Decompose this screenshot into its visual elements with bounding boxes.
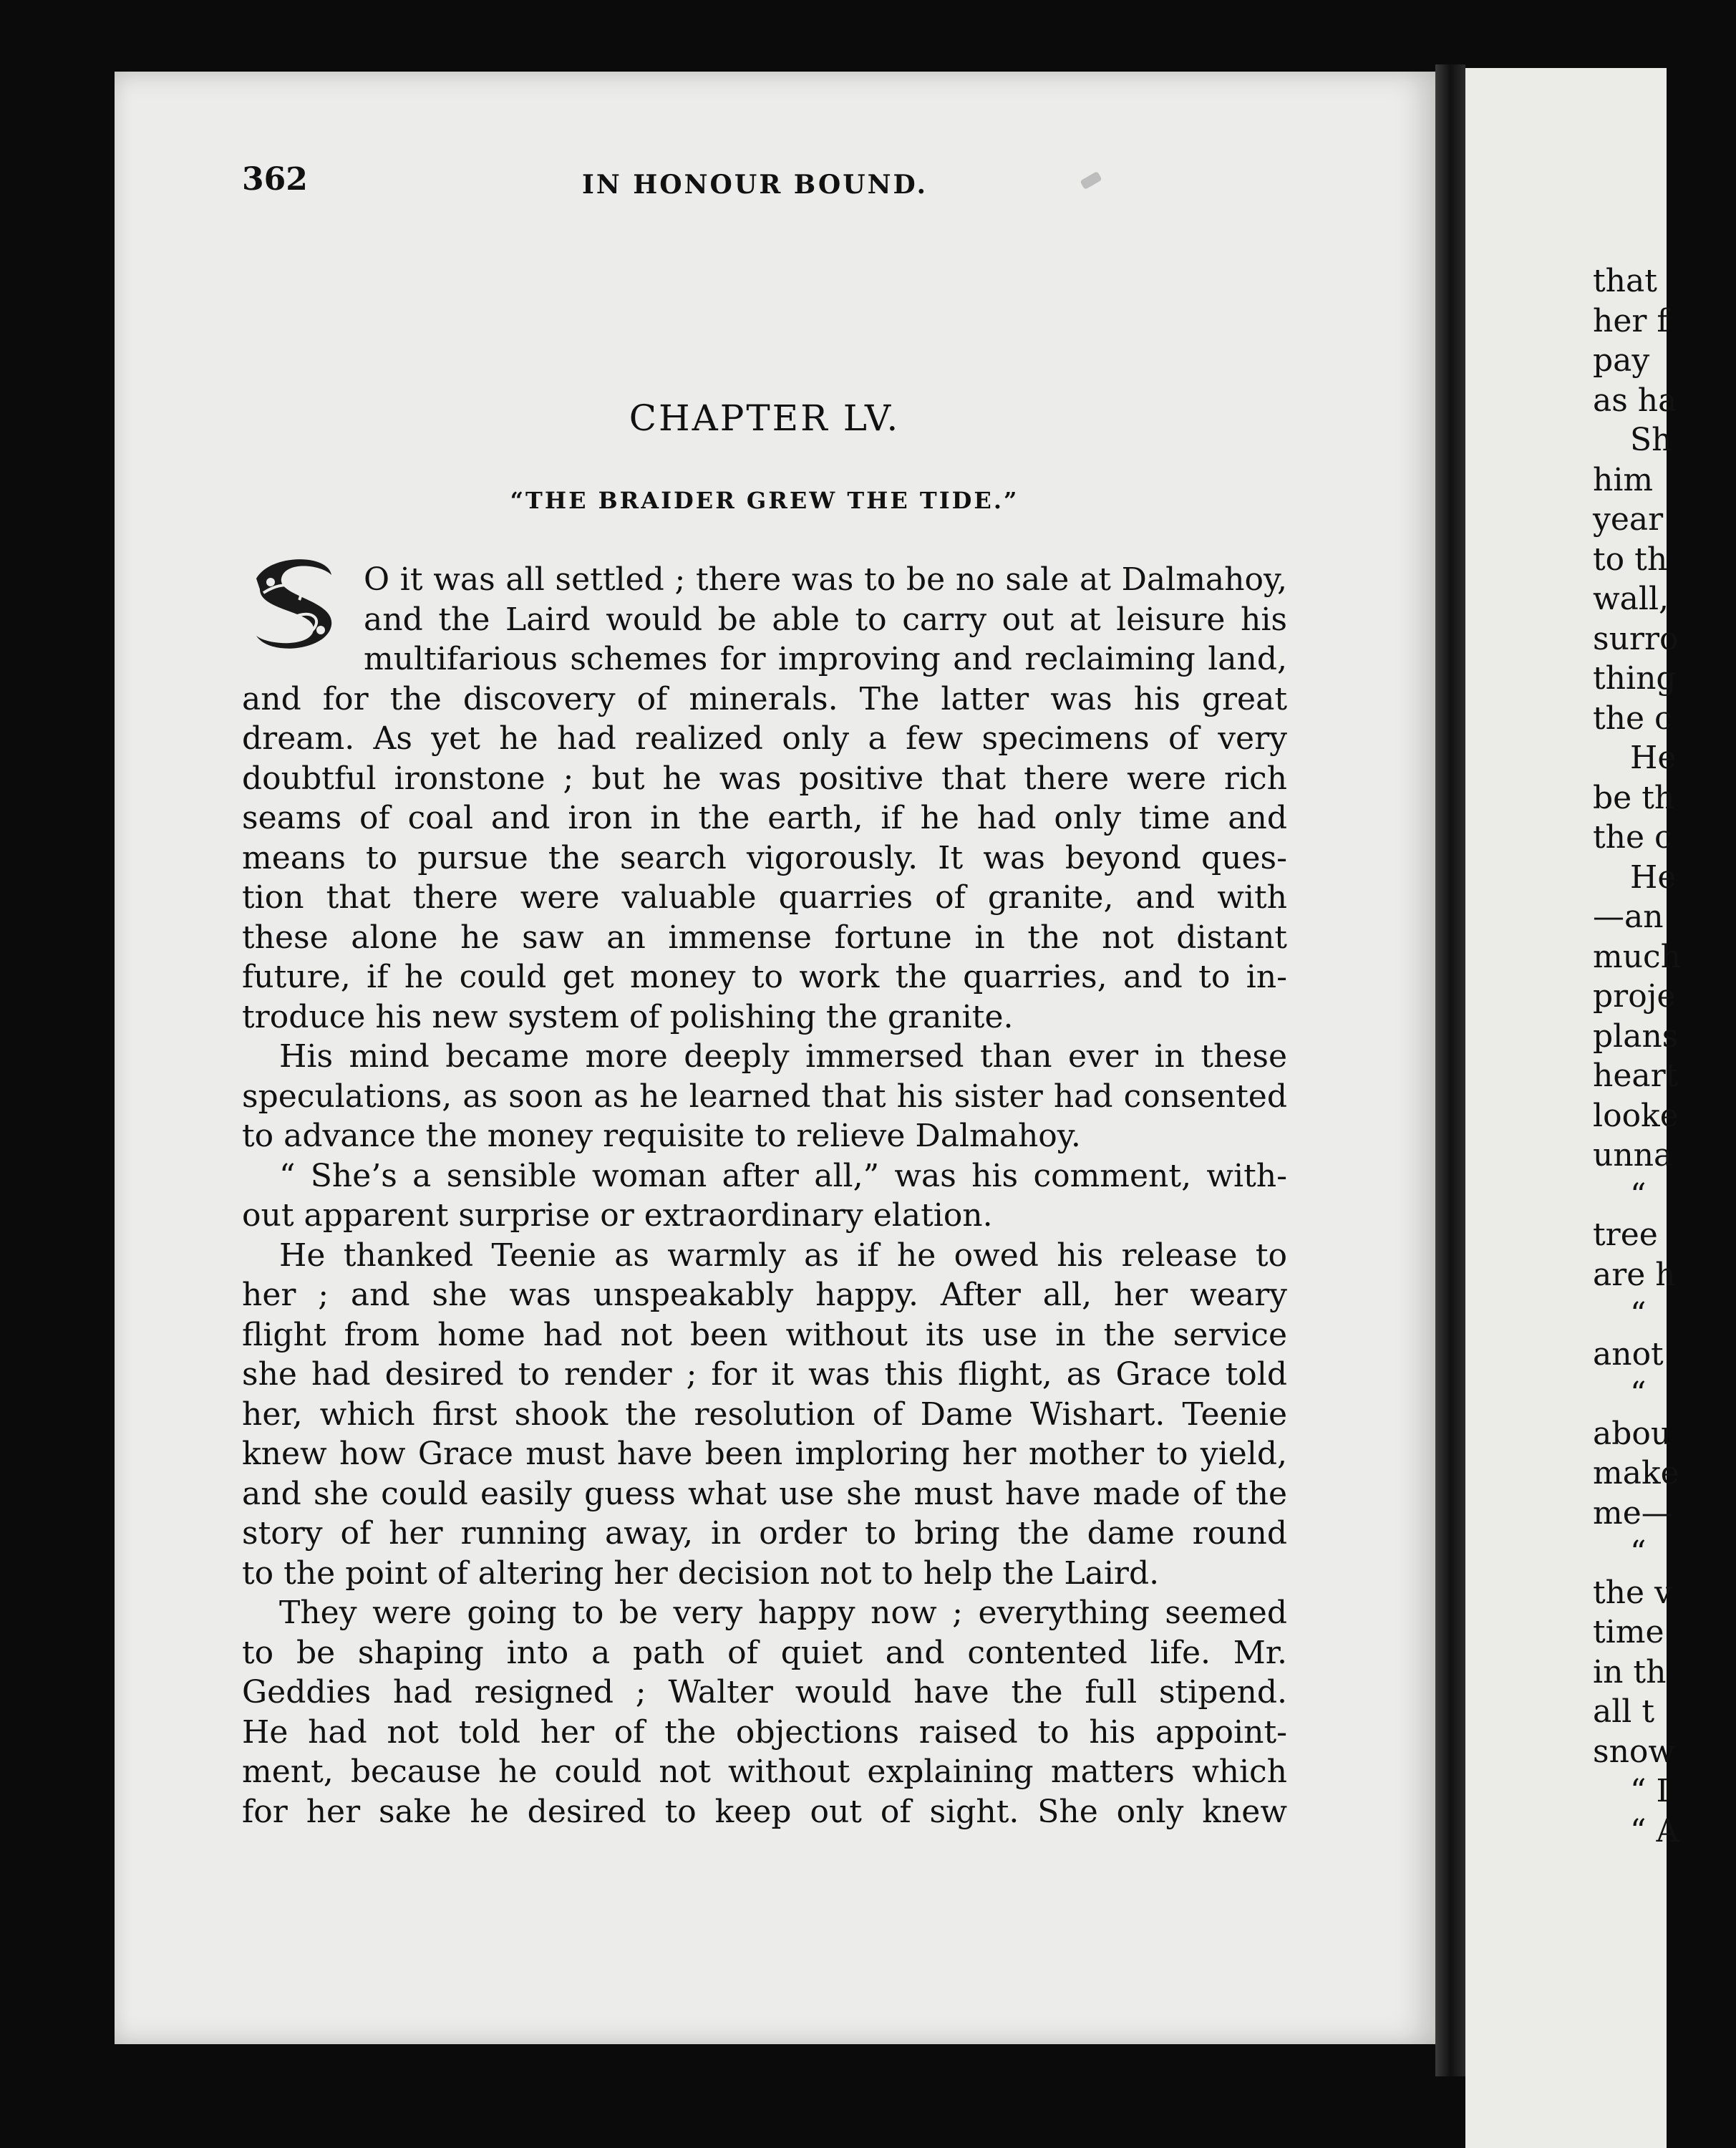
- body-line: story of her running away, in order to bring the dame round: [242, 1515, 1287, 1552]
- page-header: [242, 161, 1287, 204]
- body-line: seams of coal and iron in the earth, if he had only time and: [242, 800, 1287, 836]
- facing-line: —an: [1593, 899, 1664, 935]
- facing-line: “: [1630, 1375, 1647, 1412]
- body-line: flight from home had not been without its use in the service: [242, 1316, 1287, 1353]
- body-line: her ; and she was unspeakably happy. After all, her weary: [242, 1277, 1287, 1313]
- body-line: O it was all settled ; there was to be no sale at Dalmahoy,: [364, 561, 1287, 598]
- body-line: ment, because he could not without explaining matters which: [242, 1753, 1287, 1790]
- body-line: to be shaping into a path of quiet and contented life. Mr.: [242, 1634, 1287, 1671]
- page-number: 362: [242, 161, 308, 198]
- body-line: and the Laird would be able to carry out at leisure his: [364, 601, 1287, 638]
- facing-line: as ha: [1593, 382, 1677, 419]
- chapter-subtitle: “THE BRAIDER GREW THE TIDE.”: [510, 487, 1019, 514]
- facing-line: “: [1630, 1176, 1647, 1214]
- chapter-title: CHAPTER LV.: [629, 397, 901, 439]
- body-line: They were going to be very happy now ; everything seemed: [279, 1595, 1287, 1631]
- facing-line: “ I: [1630, 1773, 1669, 1809]
- facing-line: He: [1630, 740, 1677, 776]
- facing-line: snow: [1593, 1733, 1676, 1770]
- body-line: multifarious schemes for improving and reclaiming land,: [364, 641, 1287, 677]
- body-line: these alone he saw an immense fortune in the not distant: [242, 919, 1287, 956]
- body-line: He had not told her of the objections raised to his appoint-: [242, 1713, 1287, 1751]
- body-line: knew how Grace must have been imploring her mother to yield,: [242, 1436, 1287, 1472]
- drop-cap-letter: S: [271, 562, 321, 646]
- book-gutter: [1435, 64, 1465, 2076]
- body-line: she had desired to render ; for it was this flight, as Grace told: [242, 1356, 1287, 1393]
- facing-line: the c: [1593, 819, 1672, 856]
- body-line: doubtful ironstone ; but he was positive that there were rich: [242, 760, 1287, 797]
- facing-line: her f: [1593, 302, 1669, 339]
- running-title: IN HONOUR BOUND.: [582, 170, 928, 200]
- facing-line: looke: [1593, 1097, 1679, 1134]
- body-line: speculations, as soon as he learned that his sister had consented: [242, 1078, 1287, 1115]
- facing-line: tree: [1593, 1216, 1658, 1253]
- body-line: out apparent surprise or extraordinary elation.: [242, 1197, 993, 1234]
- facing-line: him: [1593, 461, 1654, 498]
- facing-line: abou: [1593, 1415, 1672, 1452]
- body-line: means to pursue the search vigorously. It was beyond ques-: [242, 839, 1287, 876]
- facing-line: much: [1593, 938, 1682, 975]
- facing-line: year: [1593, 501, 1664, 538]
- body-line: and for the discovery of minerals. The latter was his great: [242, 680, 1287, 717]
- body-line: dream. As yet he had realized only a few specimens of very: [242, 720, 1287, 757]
- facing-line: pay: [1593, 342, 1650, 379]
- body-line: for her sake he desired to keep out of sight. She only knew: [242, 1793, 1287, 1830]
- body-text: [242, 560, 1287, 1832]
- body-line: and she could easily guess what use she must have made of the: [242, 1475, 1287, 1512]
- body-line: Geddies had resigned ; Walter would have the full stipend.: [242, 1674, 1287, 1711]
- facing-line: “: [1630, 1296, 1647, 1332]
- body-line: His mind became more deeply immersed than ever in these: [279, 1038, 1287, 1075]
- body-line: future, if he could get money to work the quarries, and to in-: [242, 959, 1287, 995]
- facing-line: to th: [1593, 541, 1668, 578]
- facing-line: be th: [1593, 779, 1675, 816]
- facing-line: “ A: [1630, 1812, 1679, 1849]
- facing-line: “: [1630, 1534, 1647, 1571]
- facing-line: thing: [1593, 660, 1677, 697]
- facing-line: me—: [1593, 1494, 1673, 1532]
- facing-line: make: [1593, 1455, 1679, 1491]
- facing-line: He: [1630, 858, 1677, 896]
- facing-line: wall,: [1593, 581, 1669, 617]
- body-line: tion that there were valuable quarries of granite, and with: [242, 879, 1287, 916]
- facing-line: heart: [1593, 1058, 1679, 1094]
- body-line: troduce his new system of polishing the granite.: [242, 998, 1014, 1035]
- facing-line: the v: [1593, 1574, 1672, 1611]
- body-line: to advance the money requisite to relieve Dalmahoy.: [242, 1118, 1081, 1154]
- facing-page-text: [1593, 261, 1736, 1851]
- facing-line: unna: [1593, 1137, 1673, 1174]
- body-line: He thanked Teenie as warmly as if he owed his release to: [279, 1237, 1287, 1274]
- facing-line: Sh: [1630, 422, 1672, 458]
- facing-line: that: [1593, 263, 1657, 299]
- facing-line: anot: [1593, 1335, 1664, 1373]
- facing-line: surro: [1593, 620, 1679, 657]
- facing-line: the c: [1593, 700, 1672, 737]
- body-line: to the point of altering her decision not to help the Laird.: [242, 1554, 1160, 1592]
- facing-line: all t: [1593, 1693, 1655, 1730]
- facing-line: plans: [1593, 1017, 1679, 1055]
- body-line: “ She’s a sensible woman after all,” was his comment, with-: [279, 1157, 1287, 1194]
- facing-line: in th: [1593, 1653, 1667, 1690]
- facing-line: are h: [1593, 1256, 1676, 1293]
- body-line: her, which first shook the resolution of Dame Wishart. Teenie: [242, 1395, 1287, 1433]
- facing-line: proje: [1593, 978, 1676, 1015]
- facing-line: time: [1593, 1614, 1664, 1650]
